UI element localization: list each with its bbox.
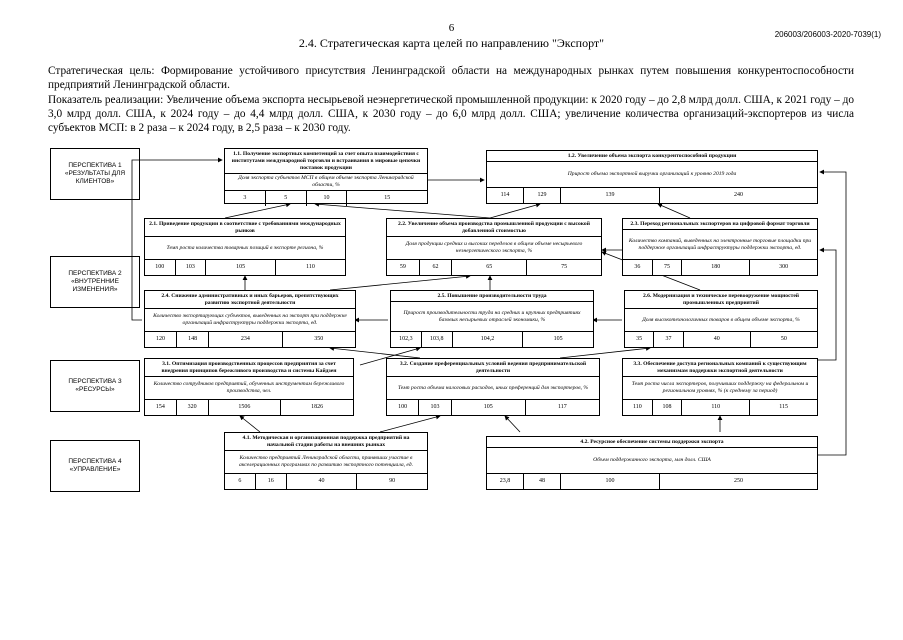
goal-indicator: Объем поддержанного экспорта, млн долл. США: [593, 457, 711, 463]
value-2020: 100: [145, 260, 176, 275]
value-2021: 62: [420, 260, 453, 275]
page-number: 6: [448, 22, 455, 34]
arrow-32-24: [330, 348, 420, 358]
value-2021: 320: [177, 400, 209, 415]
value-2020: 102,3: [391, 332, 422, 347]
goal-title: 3.1. Оптимизация производственных процессов предприятия за счет внедрения принципов бережливого производства и системы Кайдзен: [145, 359, 353, 377]
goal-values: [225, 190, 427, 206]
value-2030: 105: [553, 336, 563, 342]
goal-indicator: Количество компаний, выведенных на электронные торговые площадки при поддержке организаций инфраструктуры поддержки экспорта, ед.: [628, 237, 812, 251]
value-2021: 48: [524, 474, 561, 489]
value-2021: 103: [176, 260, 207, 275]
goal-values: [487, 473, 817, 489]
value-2024: 110: [682, 400, 750, 415]
goal-2-5: [390, 290, 594, 348]
strategic-goal-text: Стратегическая цель: Формирование устойчивого присутствия Ленинградской области на международных рынках путем повышения конкурентоспособности предприятий Ленинградской области.: [48, 65, 854, 91]
value-2030: 15: [384, 195, 391, 201]
goal-2-4: [144, 290, 356, 348]
goal-indicator: Доля высокотехнологичных товаров в общем объеме экспорта, %: [642, 316, 800, 323]
value-2021: 75: [653, 260, 683, 275]
value-2024: 1506: [209, 400, 282, 415]
value-2020: 59: [387, 260, 420, 275]
value-2021: 103: [419, 400, 451, 415]
goal-title: 2.4. Снижение административных и иных барьеров, препятствующих развитию экспортной деятельности: [145, 291, 355, 309]
value-2030: 110: [306, 264, 315, 270]
goal-indicator: Доля экспорта субъектов МСП в общем объеме экспорта Ленинградской области, %: [238, 175, 414, 188]
goal-values: [623, 399, 817, 415]
value-2030: 90: [389, 478, 396, 484]
value-2021: 148: [177, 332, 209, 347]
arrow-42-32: [505, 416, 520, 432]
goal-3-2: [386, 358, 600, 416]
value-2024: 40: [287, 474, 358, 489]
document-id: 206003/206003-2020-7039(1): [774, 30, 881, 39]
goal-title: 3.3. Обеспечение доступа региональных компаний к существующим механизмам поддержки экспортной деятельности: [623, 359, 817, 377]
goal-indicator: Темп роста количества товарных позиций в экспорте региона, %: [166, 244, 324, 251]
goal-2-2: [386, 218, 602, 276]
goal-2-3: [622, 218, 818, 276]
goal-3-1: [144, 358, 354, 416]
goal-title: 2.3. Переход региональных экспортеров на цифровой формат торговли: [623, 219, 817, 230]
value-2020: 110: [623, 400, 653, 415]
value-2021: 16: [256, 474, 287, 489]
goal-indicator: Темп роста объема налоговых расходов, иных преференций для экспортеров, %: [397, 384, 589, 391]
goal-4-2: [486, 436, 818, 490]
arrow-41-32: [380, 416, 440, 432]
goal-values: [145, 331, 355, 347]
value-2020: 35: [625, 332, 654, 347]
perspective-2: ПЕРСПЕКТИВА 2 «ВНУТРЕННИЕ ИЗМЕНЕНИЯ»: [50, 256, 140, 308]
goal-title: 1.2. Увеличение объема экспорта конкурентоспособной продукции: [487, 151, 817, 162]
indicator-text: Показатель реализации: Увеличение объема экспорта несырьевой неэнергетической промышленной продукции: к 2020 году – до 2,8 млрд долл. США, к 2021 году – до 3,0 млрд долл. США, к 2024 году – до 4,4 млрд долл. США, к 2030 году – до 6,0 млрд долл. США; увеличение количества организаций-экспортеров из числа субъектов МСП: в 2 раза – к 2024 году, в 2,5 раза – к 2030 году.: [48, 94, 854, 134]
perspective-3: ПЕРСПЕКТИВА 3 «РЕСУРСЫ»: [50, 360, 140, 412]
value-2020: 154: [145, 400, 177, 415]
goal-values: [625, 331, 817, 347]
value-2030: 75: [561, 264, 568, 270]
value-2024: 180: [682, 260, 750, 275]
value-2021: 103,8: [422, 332, 453, 347]
value-2030: 250: [734, 478, 744, 484]
goal-title: 3.2. Создание преференциальных условий ведения предпринимательской деятельности: [387, 359, 599, 377]
goal-title: 2.5. Повышение производительности труда: [391, 291, 593, 302]
value-2024: 139: [561, 188, 660, 203]
goal-values: [391, 331, 593, 347]
value-2024: 40: [684, 332, 751, 347]
goal-values: [225, 473, 427, 489]
arrow-22-11: [315, 204, 490, 218]
goal-values: [387, 259, 601, 275]
value-2020: 120: [145, 332, 177, 347]
goal-values: [487, 187, 817, 203]
value-2020: 114: [487, 188, 524, 203]
value-2020: 3: [225, 191, 266, 206]
value-2030: 240: [734, 192, 744, 198]
goal-title: 1.1. Получение экспортных компетенций за счет опыта взаимодействия с институтами международной торговли и встраивания в мировые цепочки поставок продукции: [225, 149, 427, 174]
value-2021: 5: [266, 191, 307, 206]
value-2021: 129: [524, 188, 561, 203]
goal-title: 4.1. Методическая и организационная поддержка предприятий на начальной стадии работы на внешних рынках: [225, 433, 427, 451]
value-2030: 300: [779, 264, 789, 270]
goal-indicator: Количество предприятий Ленинградской области, принявших участие в акселерационных программах по развитию экспортного потенциала, ед.: [239, 455, 413, 468]
goal-title: 2.1. Приведение продукции в соответствие с требованиями международных рынков: [145, 219, 345, 237]
goal-values: [145, 259, 345, 275]
arrow-42-12: [818, 172, 846, 455]
goal-title: 4.2. Ресурсное обеспечение системы поддержки экспорта: [487, 437, 817, 448]
value-2024: 65: [452, 260, 527, 275]
goal-indicator: Темп роста числа экспортеров, получивших поддержку на федеральном и региональном уровнях, % (к среднему за период): [631, 381, 809, 394]
goal-indicator: Прирост объема экспортной выручки организаций к уровню 2019 года: [567, 171, 737, 177]
perspective-1: ПЕРСПЕКТИВА 1 «РЕЗУЛЬТАТЫ ДЛЯ КЛИЕНТОВ»: [50, 148, 140, 200]
goal-indicator: Количество экспортирующих субъектов, выведенных на экспорт при поддержке организаций инфраструктуры поддержки экспорта, ед.: [153, 313, 347, 326]
value-2021: 108: [653, 400, 683, 415]
arrow-23-12: [658, 204, 690, 218]
goal-1-1: [224, 148, 428, 204]
goal-2-6: [624, 290, 818, 348]
value-2024: 104,2: [453, 332, 524, 347]
goal-indicator: Количество сотрудников предприятий, обученных инструментам бережливого производства, чел.: [153, 381, 345, 394]
arrow-33-23: [818, 250, 836, 360]
value-2030: 115: [779, 404, 788, 410]
perspective-4: ПЕРСПЕКТИВА 4 «УПРАВЛЕНИЕ»: [50, 440, 140, 492]
goal-values: [145, 399, 353, 415]
goal-2-1: [144, 218, 346, 276]
arrow-32-26: [560, 348, 650, 358]
goal-values: [623, 259, 817, 275]
value-2020: 23,8: [487, 474, 524, 489]
value-2024: 105: [452, 400, 526, 415]
goal-title: 2.2. Увеличение объема производства промышленной продукции с высокой добавленной стоимостью: [387, 219, 601, 237]
value-2024: 105: [206, 260, 276, 275]
goal-values: [387, 399, 599, 415]
value-2030: 117: [558, 404, 567, 410]
value-2030: 50: [780, 336, 787, 342]
goal-title: 2.6. Модернизация и техническое перевооружение мощностей промышленных предприятий: [625, 291, 817, 309]
page-title: 2.4. Стратегическая карта целей по направлению "Экспорт": [298, 36, 605, 50]
value-2024: 100: [561, 474, 660, 489]
value-2020: 100: [387, 400, 419, 415]
arrow-21-11: [225, 204, 290, 218]
arrow-41-31: [240, 416, 260, 432]
value-2020: 36: [623, 260, 653, 275]
value-2021: 37: [654, 332, 683, 347]
arrow-22-12: [490, 204, 540, 218]
value-2024: 10: [307, 191, 348, 206]
value-2030: 1826: [311, 404, 324, 410]
goal-indicator: Прирост производительности труда на средних и крупных предприятиях базовых несырьевых отраслей экономики, %: [403, 309, 581, 323]
goal-indicator: Доля продукции средних и высоких переделов в общем объеме несырьевого неэнергетического экспорта, %: [405, 241, 583, 254]
goal-1-2: [486, 150, 818, 204]
value-2020: 6: [225, 474, 256, 489]
value-2030: 350: [314, 336, 324, 342]
goal-4-1: [224, 432, 428, 490]
arrow-24-22: [330, 276, 470, 290]
value-2024: 234: [209, 332, 282, 347]
goal-3-3: [622, 358, 818, 416]
